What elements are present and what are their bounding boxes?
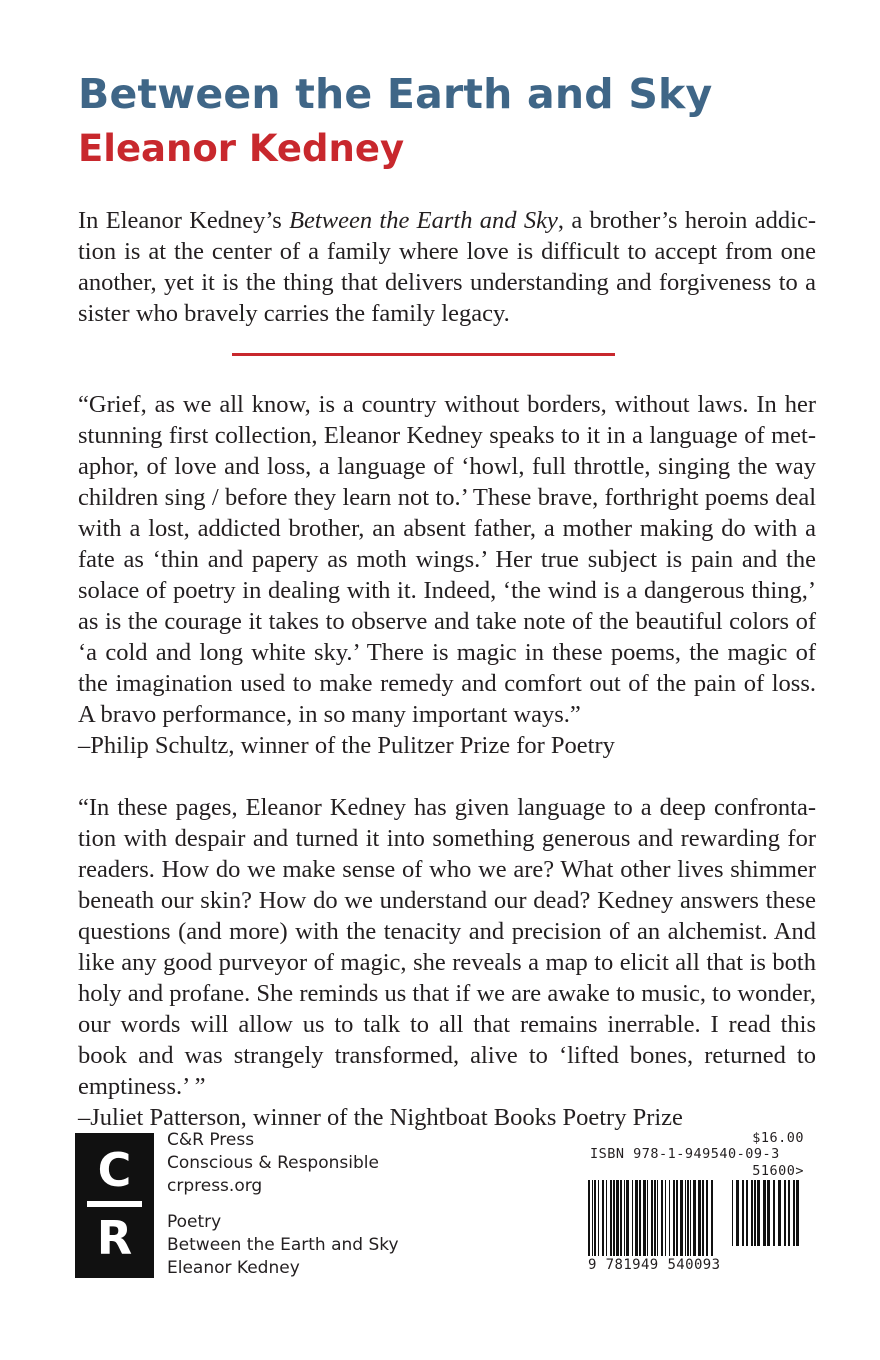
book-author: Eleanor Kedney xyxy=(78,127,405,170)
barcode-bar xyxy=(639,1180,641,1256)
logo-letter-r: R xyxy=(96,1211,133,1265)
barcode-bar xyxy=(635,1180,638,1256)
barcode-bar xyxy=(680,1180,683,1256)
publisher-info xyxy=(167,1129,379,1198)
isbn-barcode xyxy=(586,1130,804,1278)
price-label: $16.00 xyxy=(752,1130,804,1146)
publisher-website: crpress.org xyxy=(167,1176,263,1196)
barcode-bar xyxy=(732,1180,733,1246)
book-meta-title: Between the Earth and Sky xyxy=(167,1235,399,1255)
barcode-bar xyxy=(624,1180,625,1256)
intro-title-italic: Between the Earth and Sky xyxy=(289,207,558,234)
barcode-bar xyxy=(654,1180,656,1256)
barcode-bar xyxy=(620,1180,622,1256)
barcode-bar xyxy=(616,1180,619,1256)
barcode-bar xyxy=(746,1180,748,1246)
blurb-attribution: –Philip Schultz, winner of the Pulitzer Prize for Poetry xyxy=(78,732,615,759)
barcode-bar xyxy=(613,1180,615,1256)
barcode-bar xyxy=(606,1180,607,1256)
barcode-bar xyxy=(592,1180,593,1256)
barcode-bar xyxy=(736,1180,739,1246)
blurb-quote: “In these pages, Eleanor Kedney has given language to a deep confrontation with despair and turned it into something generous and rewarding for readers. How do we make sense of who we are? What other lives shimmer beneath our skin? How do we understand our dead? Kedney answers these questions (and more) with the tenacity and precision of an alchemist. And like any good purveyor of magic, she reveals a map to elicit all that is both holy and profane. She reminds us that if we are awake to music, to wonder, our words will allow us to talk to all that remains inerrable. I read this book and was strangely transformed, alive to ‘lifted bones, returned to emptiness.’ ” xyxy=(78,794,816,1100)
ean5-digits: 51600> xyxy=(752,1163,804,1179)
publisher-tagline: Conscious & Responsible xyxy=(167,1153,379,1173)
barcode-bar xyxy=(598,1180,599,1256)
barcode-bar xyxy=(711,1180,713,1256)
barcode-bar xyxy=(742,1180,744,1246)
barcode-bar xyxy=(796,1180,799,1246)
barcode-bar xyxy=(690,1180,691,1256)
barcode-bar xyxy=(673,1180,675,1256)
intro-paragraph xyxy=(78,205,816,329)
barcode-bar xyxy=(751,1180,753,1246)
book-metadata xyxy=(167,1211,399,1280)
blurb-attribution: –Juliet Patterson, winner of the Nightboat Books Poetry Prize xyxy=(78,1104,683,1131)
barcode-bar xyxy=(757,1180,760,1246)
barcode-bar xyxy=(754,1180,756,1246)
barcode-bar xyxy=(626,1180,629,1256)
barcode-bar xyxy=(687,1180,689,1256)
barcode-bar xyxy=(657,1180,658,1256)
book-category: Poetry xyxy=(167,1212,222,1232)
barcode-bar xyxy=(661,1180,663,1256)
barcode-bar xyxy=(651,1180,653,1256)
barcode-bar xyxy=(784,1180,786,1246)
barcode-bar xyxy=(767,1180,770,1246)
barcode-bar xyxy=(665,1180,666,1256)
ean5-bars xyxy=(732,1180,799,1246)
barcode-bar xyxy=(676,1180,678,1256)
barcode-bar xyxy=(763,1180,766,1246)
divider-rule xyxy=(232,353,615,356)
logo-letter-c: C xyxy=(97,1143,132,1197)
barcode-bar xyxy=(647,1180,648,1256)
blurb-quote: “Grief, as we all know, is a country without borders, without laws. In her stunning first collection, Eleanor Kedney speaks to it in a language of metaphor, of love and loss, a language of ‘howl, full throttle, singing the way children sing / before they learn not to.’ These brave, forthright poems deal with a lost, addicted brother, an absent father, a mother making do with a fate as ‘thin and papery as moth wings.’ Her true subject is pain and the solace of poetry in dealing with it. Indeed, ‘the wind is a dangerous thing,’ as is the courage it takes to observe and take note of the beautiful colors of ‘a cold and long white sky.’ There is magic in these poems, the magic of the imagination used to make remedy and comfort out of the pain of loss. A bravo performance, in so many important ways.” xyxy=(78,391,816,728)
intro-text-after: , a brother’s heroin addiction is at the center of a family where love is difficult to accept from one another, yet it is the thing that delivers understanding and forgiveness to a sister who bravely carries the family legacy. xyxy=(78,207,816,327)
barcode-bar xyxy=(793,1180,795,1246)
barcode-bar xyxy=(610,1180,612,1256)
barcode-bar xyxy=(632,1180,633,1256)
book-title: Between the Earth and Sky xyxy=(78,70,713,118)
barcode-bar xyxy=(594,1180,596,1256)
publisher-logo xyxy=(75,1133,154,1278)
barcode-bar xyxy=(693,1180,696,1256)
isbn-label: ISBN 978-1-949540-09-3 xyxy=(590,1146,780,1162)
publisher-name: C&R Press xyxy=(167,1130,255,1150)
barcode-bar xyxy=(788,1180,790,1246)
ean13-bars xyxy=(588,1180,713,1256)
barcode-bar xyxy=(773,1180,775,1246)
barcode-bar xyxy=(669,1180,670,1256)
barcode-bar xyxy=(602,1180,604,1256)
logo-divider xyxy=(87,1201,142,1207)
barcode-bar xyxy=(778,1180,781,1246)
barcode-bar xyxy=(588,1180,590,1256)
book-meta-author: Eleanor Kedney xyxy=(167,1258,300,1278)
blurb-patterson xyxy=(78,792,816,1133)
blurb-schultz xyxy=(78,389,816,761)
barcode-bar xyxy=(702,1180,704,1256)
barcode-bar xyxy=(698,1180,701,1256)
barcode-bars xyxy=(586,1180,804,1260)
barcode-bar xyxy=(685,1180,686,1256)
intro-text-before: In Eleanor Kedney’s xyxy=(78,207,290,234)
barcode-bar xyxy=(706,1180,708,1256)
ean13-digits: 9 781949 540093 xyxy=(588,1257,721,1273)
barcode-bar xyxy=(643,1180,646,1256)
